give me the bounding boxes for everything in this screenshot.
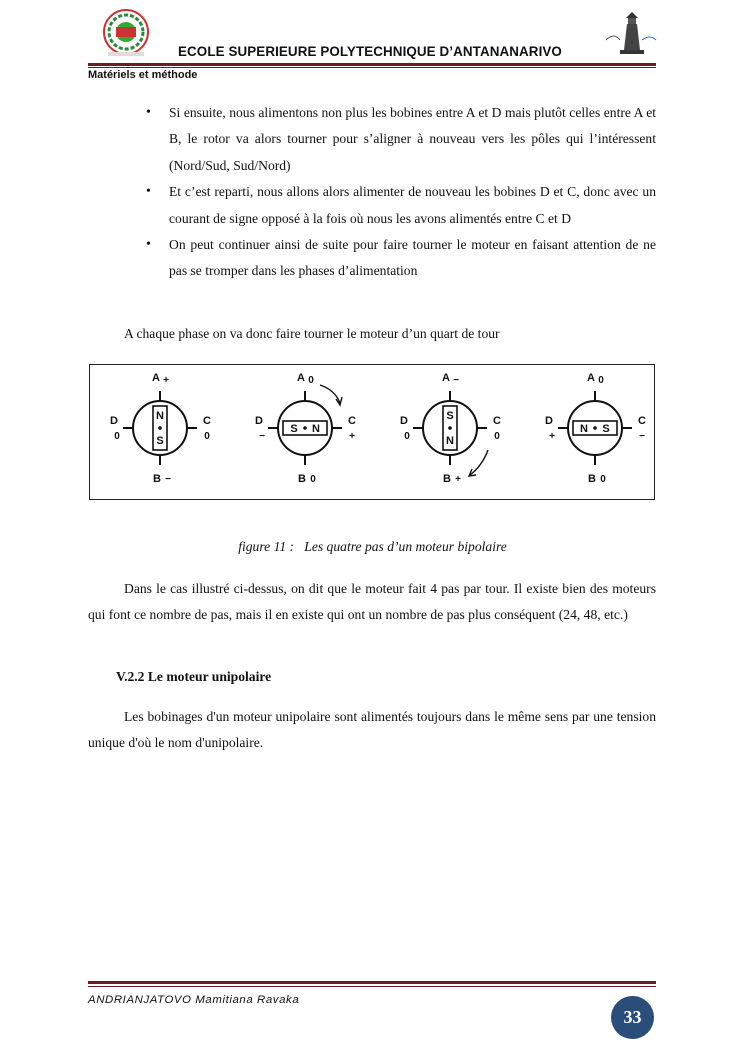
pole-label-top: A xyxy=(587,372,595,384)
pole-sign-right: − xyxy=(639,431,645,442)
figure-caption: figure 11 : Les quatre pas d’un moteur bipolaire xyxy=(238,539,507,554)
pole-label-left: D xyxy=(110,415,118,427)
pole-sign-top: + xyxy=(163,375,169,386)
pole-label-right: C xyxy=(348,415,356,427)
pole-sign-right: 0 xyxy=(204,431,210,442)
pole-label-bottom: B xyxy=(153,473,161,485)
pole-label-right: C xyxy=(638,415,646,427)
pole-sign-top: − xyxy=(453,375,459,386)
pole-sign-left: 0 xyxy=(404,431,410,442)
rotor-pole-bottom: S xyxy=(156,435,164,447)
pole-label-bottom: B xyxy=(298,473,306,485)
pole-label-top: A xyxy=(442,372,450,384)
footer-rule xyxy=(88,981,656,984)
paragraph-steps: Dans le cas illustré ci-dessus, on dit que le moteur fait 4 pas par tour. Il existe bien des moteurs qui font ce nombre de pas, mais il en existe qui ont un nombre de pas plus conséquent (24, 48, etc.) xyxy=(88,581,656,622)
pole-sign-bottom: 0 xyxy=(310,474,316,485)
page-number-badge: 33 xyxy=(611,996,654,1039)
pole-sign-bottom: 0 xyxy=(600,474,606,485)
footer-author: ANDRIANJATOVO Mamitiana Ravaka xyxy=(88,994,300,1006)
pole-label-bottom: B xyxy=(588,473,596,485)
pole-label-right: C xyxy=(493,415,501,427)
pole-sign-bottom: − xyxy=(165,474,171,485)
footer-rule-thin xyxy=(88,986,656,987)
rotor-pole-left: N xyxy=(580,423,588,435)
rotor-pole-bottom: N xyxy=(446,435,454,447)
header-school-title: ECOLE SUPERIEURE POLYTECHNIQUE D’ANTANANARIVO xyxy=(178,44,562,59)
rotor-pole-top: N xyxy=(156,410,164,422)
rotation-arrow xyxy=(470,450,488,475)
header-rule xyxy=(88,63,656,66)
rotor-dot xyxy=(303,426,307,430)
pole-sign-top: 0 xyxy=(308,375,314,386)
pole-label-left: D xyxy=(400,415,408,427)
list-item: • Si ensuite, nous alimentons non plus les bobines entre A et D mais plutôt celles entre A et B, le rotor va alors tourner pour s’aligner à nouveau vers les pôles qui l’intéressent (Nord/Sud, Sud/Nord) xyxy=(146,100,656,179)
pole-label-left: D xyxy=(545,415,553,427)
pole-sign-left: + xyxy=(549,431,555,442)
paragraph-phase: A chaque phase on va donc faire tourner le moteur d’un quart de tour xyxy=(124,326,500,341)
pole-label-right: C xyxy=(203,415,211,427)
stepper-figure xyxy=(89,364,655,500)
pole-sign-left: − xyxy=(259,431,265,442)
list-item: • Et c’est reparti, nous allons alors alimenter de nouveau les bobines D et C, donc avec un courant de signe opposé à la fois où nous les avons alimentés entre C et D xyxy=(146,179,656,232)
pole-label-left: D xyxy=(255,415,263,427)
lighthouse-logo xyxy=(604,10,658,60)
header-rule-thin xyxy=(88,67,656,68)
rotor-pole-left: S xyxy=(290,423,298,435)
rotor-dot xyxy=(593,426,597,430)
pole-sign-bottom: + xyxy=(455,474,461,485)
pole-sign-right: + xyxy=(349,431,355,442)
pole-label-top: A xyxy=(152,372,160,384)
list-item: • On peut continuer ainsi de suite pour faire tourner le moteur en faisant attention de ne pas se tromper dans les phases d’alimentation xyxy=(146,232,656,285)
pole-sign-left: 0 xyxy=(114,431,120,442)
rotor-dot xyxy=(158,426,162,430)
pole-sign-right: 0 xyxy=(494,431,500,442)
school-crest-logo xyxy=(98,8,154,60)
section-title: Matériels et méthode xyxy=(88,69,198,81)
rotor-dot xyxy=(448,426,452,430)
rotor-pole-right: S xyxy=(602,423,610,435)
subheading: V.2.2 Le moteur unipolaire xyxy=(116,669,272,684)
pole-sign-top: 0 xyxy=(598,375,604,386)
bullet-list xyxy=(146,100,656,285)
rotor-pole-top: S xyxy=(446,410,454,422)
pole-label-bottom: B xyxy=(443,473,451,485)
rotor-pole-right: N xyxy=(312,423,320,435)
pole-label-top: A xyxy=(297,372,305,384)
paragraph-unipolar: Les bobinages d'un moteur unipolaire sont alimentés toujours dans le même sens par une tension unique d'où le nom d'unipolaire. xyxy=(88,709,656,750)
